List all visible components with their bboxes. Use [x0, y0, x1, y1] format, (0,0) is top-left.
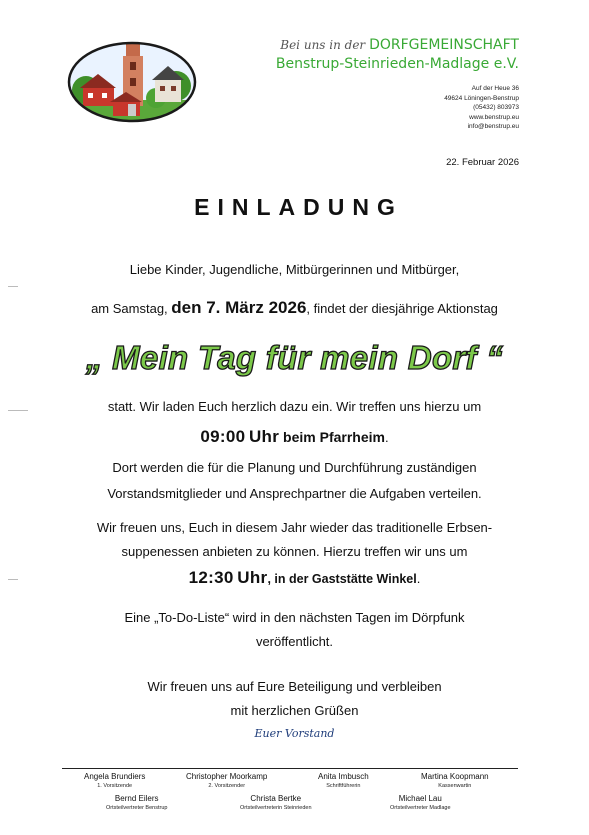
village-logo: [66, 40, 198, 124]
email: info@benstrup.eu: [467, 123, 519, 130]
board-member: [106, 794, 167, 812]
board-member: [421, 772, 489, 790]
date-line: [0, 298, 589, 319]
board-member: [390, 794, 451, 812]
letter-title: EINLADUNG: [194, 194, 403, 220]
member-role: 2. Vorsitzender: [208, 783, 246, 789]
member-role: 1. Vorsitzende: [97, 783, 133, 789]
board-member: [240, 794, 312, 812]
invite-line: statt. Wir laden Euch herzlich dazu ein. Wir treffen uns hierzu um: [107, 399, 482, 414]
member-role: Schriftführerin: [326, 783, 361, 789]
board-member: [84, 772, 145, 790]
member-name: Martina Koopmann: [421, 772, 489, 781]
address-street: Auf der Heue 36: [471, 85, 519, 92]
body-line-9: suppenessen anbieten zu können. Hierzu treffen wir uns um: [121, 544, 468, 559]
meeting-dot: .: [385, 430, 389, 445]
body-line-7: Vorstandsmitglieder und Ansprechpartner die Aufgaben verteilen.: [107, 486, 482, 501]
address-city: 49624 Löningen-Benstrup: [444, 94, 519, 102]
motto: „ Mein Tag für mein Dorf “: [85, 339, 504, 376]
meeting-place: beim Pfarrheim: [279, 429, 385, 445]
website: www.benstrup.eu: [469, 113, 519, 121]
org-contact: [444, 84, 519, 132]
fold-mark: [8, 286, 18, 287]
member-name: Michael Lau: [398, 794, 442, 803]
member-role: Kassenwartin: [438, 783, 472, 789]
meeting-line: [0, 426, 589, 449]
member-role: Ortsteilvertreter Madlage: [390, 805, 451, 811]
footer-divider: [62, 768, 518, 769]
signoff: Euer Vorstand: [254, 727, 335, 740]
member-name: Anita Imbusch: [318, 772, 369, 781]
body-line-12: veröffentlicht.: [255, 634, 334, 649]
member-role: Ortsteilvertreterin Steinrieden: [240, 805, 312, 811]
org-header: [276, 36, 519, 74]
lunch-dot: .: [416, 571, 421, 586]
board-member: [318, 772, 369, 790]
org-name: DORFGEMEINSCHAFT: [369, 37, 519, 53]
member-role: Ortsteilvertreter Benstrup: [106, 805, 168, 811]
greeting: Liebe Kinder, Jugendliche, Mitbürgerinnen und Mitbürger,: [129, 262, 460, 277]
body-line-11: Eine „To-Do-Liste“ wird in den nächsten Tagen im Dörpfunk: [124, 610, 465, 625]
member-name: Christa Bertke: [250, 794, 302, 803]
date-line-pre: am Samstag,: [91, 301, 172, 316]
letter-date: 22. Februar 2026: [446, 157, 519, 168]
member-name: Angela Brundiers: [84, 772, 146, 781]
body-line-8: Wir freuen uns, Euch in diesem Jahr wieder das traditionelle Erbsen-: [96, 520, 493, 535]
body-line-6: Dort werden die für die Planung und Durchführung zuständigen: [112, 460, 477, 475]
date-line-post: , findet der diesjährige Aktionstag: [306, 301, 498, 316]
org-prefix: Bei uns in der: [280, 38, 366, 52]
member-name: Christopher Moorkamp: [186, 772, 268, 781]
meeting-time: 09:00: [200, 427, 246, 446]
body-line-14: mit herzlichen Grüßen: [230, 703, 359, 718]
meeting-uhr: Uhr: [248, 427, 280, 446]
body-line-13: Wir freuen uns auf Eure Beteiligung und verbleiben: [147, 679, 442, 694]
lunch-time: 12:30: [188, 568, 234, 587]
lunch-line: [0, 567, 589, 590]
lunch-place: , in der Gaststätte Winkel: [267, 572, 417, 586]
phone: (05432) 803973: [473, 104, 519, 111]
board-member: [186, 772, 267, 790]
member-name: Bernd Eilers: [114, 794, 159, 803]
event-date: den 7. März 2026: [171, 298, 307, 317]
org-name-line2: Benstrup-Steinrieden-Madlage e.V.: [275, 56, 519, 72]
lunch-uhr: Uhr: [237, 568, 268, 587]
